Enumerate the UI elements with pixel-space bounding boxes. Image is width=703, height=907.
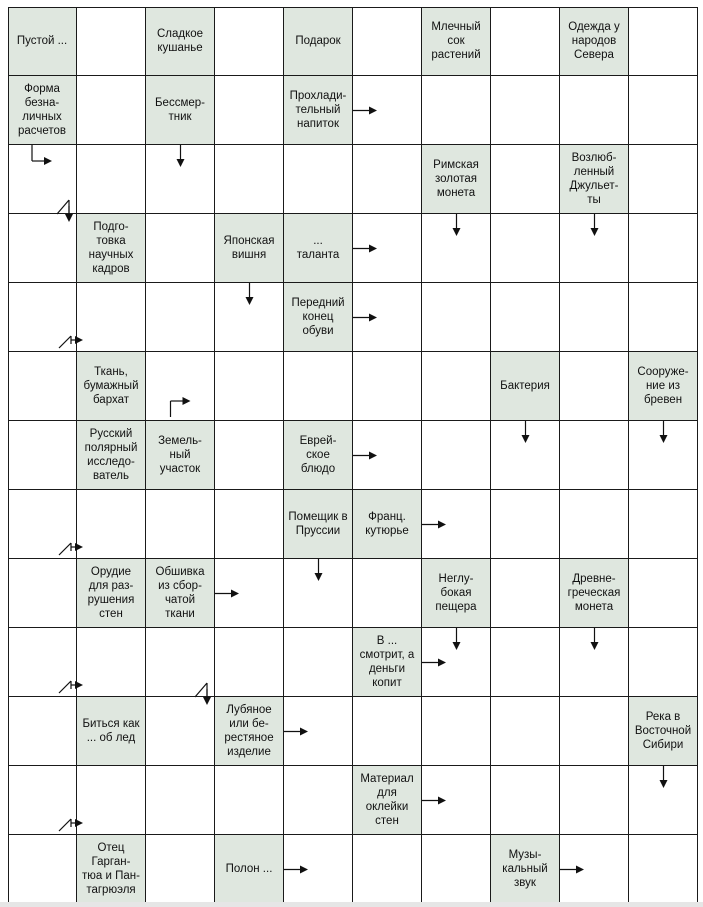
answer-cell[interactable] — [77, 766, 146, 835]
grid-left-border — [8, 7, 9, 904]
answer-cell[interactable] — [422, 490, 491, 559]
clue-text: ... таланта — [296, 235, 340, 261]
clue-text: Музы- кальный звук — [502, 849, 548, 889]
answer-cell[interactable] — [353, 697, 422, 766]
clue-cell — [8, 7, 77, 76]
clue-text: Млечный сок растений — [431, 21, 481, 61]
answer-cell[interactable] — [8, 835, 77, 904]
answer-cell[interactable] — [284, 352, 353, 421]
clue-text: Обшивка из сбор- чатой ткани — [155, 566, 205, 620]
answer-cell[interactable] — [284, 835, 353, 904]
answer-cell[interactable] — [8, 697, 77, 766]
answer-cell[interactable] — [629, 835, 698, 904]
clue-cell — [77, 835, 146, 904]
clue-cell — [284, 421, 353, 490]
clue-text: Бактерия — [500, 380, 550, 392]
clue-text: Полон ... — [225, 863, 273, 875]
grid-top-border — [8, 7, 698, 8]
answer-cell[interactable] — [146, 835, 215, 904]
clue-text: Сооруже- ние из бревен — [637, 366, 689, 406]
answer-cell[interactable] — [215, 76, 284, 145]
answer-cell[interactable] — [77, 490, 146, 559]
clue-text: Лубяное или бе- рестяное изделие — [224, 704, 274, 758]
clue-cell — [146, 559, 215, 628]
clue-cell — [629, 352, 698, 421]
bottom-scroll-strip — [0, 902, 703, 907]
clue-cell — [491, 835, 560, 904]
crossword-grid — [8, 7, 698, 904]
answer-cell[interactable] — [629, 76, 698, 145]
answer-cell[interactable] — [560, 421, 629, 490]
answer-cell[interactable] — [560, 490, 629, 559]
answer-cell[interactable] — [422, 76, 491, 145]
answer-cell[interactable] — [353, 352, 422, 421]
clue-cell — [284, 214, 353, 283]
clue-text: Орудие для раз- рушения стен — [87, 566, 135, 620]
answer-cell[interactable] — [422, 421, 491, 490]
answer-cell[interactable] — [353, 559, 422, 628]
answer-cell[interactable] — [146, 628, 215, 697]
answer-cell[interactable] — [353, 421, 422, 490]
clue-cell — [8, 76, 77, 145]
clue-text: Еврей- ское блюдо — [299, 435, 337, 475]
answer-cell[interactable] — [629, 7, 698, 76]
answer-cell[interactable] — [146, 145, 215, 214]
answer-cell[interactable] — [491, 76, 560, 145]
answer-cell[interactable] — [560, 766, 629, 835]
answer-cell[interactable] — [8, 421, 77, 490]
answer-cell[interactable] — [353, 76, 422, 145]
clue-text: Франц. кутюрье — [365, 511, 409, 537]
answer-cell[interactable] — [629, 421, 698, 490]
clue-text: Биться как ... об лед — [82, 718, 140, 744]
answer-cell[interactable] — [146, 214, 215, 283]
answer-cell[interactable] — [353, 283, 422, 352]
answer-cell[interactable] — [629, 283, 698, 352]
clue-text: Сладкое кушанье — [156, 28, 204, 54]
answer-cell[interactable] — [560, 214, 629, 283]
answer-cell[interactable] — [422, 835, 491, 904]
answer-cell[interactable] — [8, 352, 77, 421]
answer-cell[interactable] — [491, 628, 560, 697]
answer-cell[interactable] — [629, 145, 698, 214]
answer-cell[interactable] — [491, 283, 560, 352]
clue-cell — [77, 559, 146, 628]
answer-cell[interactable] — [353, 214, 422, 283]
clue-cell — [491, 352, 560, 421]
answer-cell[interactable] — [8, 214, 77, 283]
answer-cell[interactable] — [77, 76, 146, 145]
answer-cell[interactable] — [422, 628, 491, 697]
clue-cell — [284, 7, 353, 76]
answer-cell[interactable] — [560, 352, 629, 421]
clue-text: Ткань, бумажный бархат — [83, 366, 139, 406]
answer-cell[interactable] — [215, 145, 284, 214]
answer-cell[interactable] — [491, 7, 560, 76]
answer-cell[interactable] — [629, 559, 698, 628]
answer-cell[interactable] — [491, 559, 560, 628]
clue-cell — [629, 697, 698, 766]
clue-text: Римская золотая монета — [433, 159, 479, 199]
clue-text: Бессмер- тник — [155, 97, 205, 123]
clue-text: Отец Гарган- тюа и Пан- тагрюэля — [82, 842, 140, 896]
answer-cell[interactable] — [146, 490, 215, 559]
clue-text: В ... смотрит, а деньги копит — [359, 635, 415, 689]
clue-text: Река в Восточной Сибири — [634, 711, 692, 751]
clue-cell — [77, 421, 146, 490]
answer-cell[interactable] — [491, 766, 560, 835]
clue-text: Одежда у народов Севера — [568, 21, 620, 61]
answer-cell[interactable] — [629, 766, 698, 835]
clue-cell — [146, 7, 215, 76]
answer-cell[interactable] — [491, 490, 560, 559]
answer-cell[interactable] — [146, 766, 215, 835]
answer-cell[interactable] — [77, 628, 146, 697]
answer-cell[interactable] — [560, 697, 629, 766]
answer-cell[interactable] — [146, 283, 215, 352]
clue-text: Передний конец обуви — [291, 297, 345, 337]
answer-cell[interactable] — [215, 7, 284, 76]
answer-cell[interactable] — [8, 283, 77, 352]
answer-cell[interactable] — [215, 283, 284, 352]
clue-cell — [560, 559, 629, 628]
clue-text: Пустой ... — [16, 35, 68, 47]
answer-cell[interactable] — [560, 835, 629, 904]
clue-cell — [353, 490, 422, 559]
clue-text: Русский полярный исследо- ватель — [84, 428, 138, 482]
answer-cell[interactable] — [215, 490, 284, 559]
answer-cell[interactable] — [215, 766, 284, 835]
answer-cell[interactable] — [215, 628, 284, 697]
clue-text: Помещик в Пруссии — [288, 511, 348, 537]
answer-cell[interactable] — [215, 421, 284, 490]
answer-cell[interactable] — [491, 214, 560, 283]
answer-cell[interactable] — [8, 766, 77, 835]
answer-cell[interactable] — [8, 145, 77, 214]
clue-text: Неглу- бокая пещера — [435, 573, 477, 613]
clue-text: Земель- ный участок — [158, 435, 202, 475]
answer-cell[interactable] — [629, 490, 698, 559]
answer-cell[interactable] — [8, 628, 77, 697]
answer-cell[interactable] — [491, 145, 560, 214]
answer-cell[interactable] — [284, 697, 353, 766]
answer-cell[interactable] — [77, 145, 146, 214]
answer-cell[interactable] — [284, 559, 353, 628]
clue-cell — [353, 628, 422, 697]
clue-cell — [560, 145, 629, 214]
clue-cell — [353, 766, 422, 835]
clue-text: Японская вишня — [223, 235, 275, 261]
answer-cell[interactable] — [629, 214, 698, 283]
answer-cell[interactable] — [491, 421, 560, 490]
answer-cell[interactable] — [560, 76, 629, 145]
answer-cell[interactable] — [284, 766, 353, 835]
answer-cell[interactable] — [146, 697, 215, 766]
clue-cell — [422, 559, 491, 628]
answer-cell[interactable] — [422, 697, 491, 766]
answer-cell[interactable] — [8, 559, 77, 628]
clue-cell — [146, 421, 215, 490]
clue-cell — [284, 283, 353, 352]
answer-cell[interactable] — [491, 697, 560, 766]
clue-cell — [560, 7, 629, 76]
clue-text: Форма безна- личных расчетов — [17, 83, 67, 137]
answer-cell[interactable] — [422, 214, 491, 283]
answer-cell[interactable] — [353, 145, 422, 214]
clue-cell — [77, 352, 146, 421]
answer-cell[interactable] — [422, 352, 491, 421]
answer-cell[interactable] — [284, 628, 353, 697]
answer-cell[interactable] — [353, 7, 422, 76]
answer-cell[interactable] — [284, 145, 353, 214]
clue-text: Подго- товка научных кадров — [88, 221, 134, 275]
clue-cell — [77, 697, 146, 766]
answer-cell[interactable] — [422, 766, 491, 835]
clue-cell — [215, 214, 284, 283]
answer-cell[interactable] — [77, 7, 146, 76]
answer-cell[interactable] — [215, 559, 284, 628]
clue-cell — [77, 214, 146, 283]
clue-text: Материал для оклейки стен — [360, 773, 414, 827]
answer-cell[interactable] — [629, 628, 698, 697]
clue-cell — [422, 145, 491, 214]
answer-cell[interactable] — [353, 835, 422, 904]
answer-cell[interactable] — [8, 490, 77, 559]
answer-cell[interactable] — [146, 352, 215, 421]
clue-text: Подарок — [295, 35, 341, 47]
clue-text: Прохлади- тельный напиток — [289, 90, 347, 130]
clue-cell — [284, 76, 353, 145]
answer-cell[interactable] — [560, 283, 629, 352]
clue-text: Возлюб- ленный Джульет- ты — [569, 152, 619, 206]
answer-cell[interactable] — [215, 352, 284, 421]
clue-text: Древне- греческая монета — [567, 573, 621, 613]
clue-cell — [284, 490, 353, 559]
clue-cell — [215, 835, 284, 904]
answer-cell[interactable] — [560, 628, 629, 697]
clue-cell — [146, 76, 215, 145]
clue-cell — [422, 7, 491, 76]
answer-cell[interactable] — [422, 283, 491, 352]
clue-cell — [215, 697, 284, 766]
answer-cell[interactable] — [77, 283, 146, 352]
